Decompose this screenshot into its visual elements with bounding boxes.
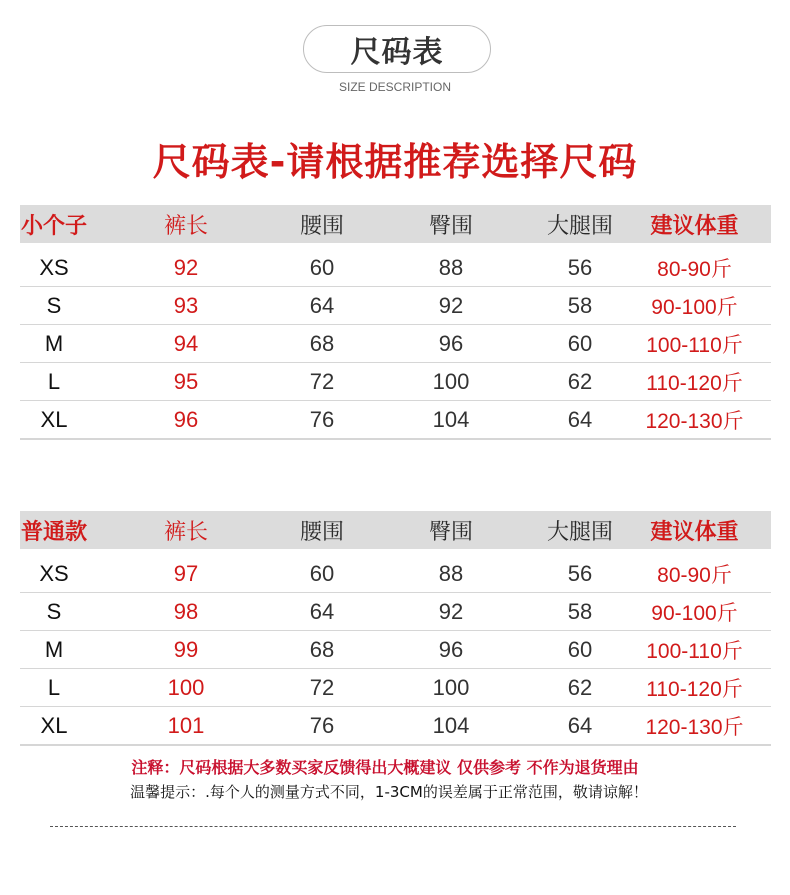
weight-cell: 110-120斤 [646, 371, 743, 395]
size-cell: S [46, 598, 62, 624]
headline: 尺码表-请根据推荐选择尺码 [152, 140, 638, 184]
table-row [20, 363, 771, 401]
size-cell: XL [40, 712, 68, 738]
thigh-cell: 60 [567, 330, 593, 356]
waist-cell: 68 [309, 330, 335, 356]
length-cell: 93 [173, 292, 199, 318]
header-cell-weight: 建议体重 [650, 213, 739, 239]
header-cell-weight: 建议体重 [650, 519, 739, 545]
size-cell: XS [39, 254, 69, 280]
size-table-regular [20, 511, 771, 746]
header-cell-hip: 臀围 [428, 519, 473, 545]
header-cell-hip: 臀围 [428, 213, 473, 239]
hip-cell: 88 [438, 560, 464, 586]
table-row [20, 249, 771, 287]
weight-cell: 100-110斤 [646, 333, 743, 357]
table-row [20, 401, 771, 440]
size-cell: XS [39, 560, 69, 586]
header-cell-waist: 腰围 [299, 519, 344, 545]
weight-cell: 110-120斤 [646, 677, 743, 701]
hip-cell: 100 [432, 674, 470, 700]
thigh-cell: 62 [567, 368, 593, 394]
header-cell-category: 小个子 [20, 213, 87, 239]
waist-cell: 76 [309, 406, 335, 432]
weight-cell: 80-90斤 [657, 563, 732, 587]
thigh-cell: 64 [567, 712, 593, 738]
waist-cell: 72 [309, 674, 335, 700]
hip-cell: 104 [432, 712, 470, 738]
dashed-divider [50, 826, 736, 827]
table-header-row [20, 511, 771, 555]
waist-cell: 64 [309, 292, 335, 318]
waist-cell: 68 [309, 636, 335, 662]
length-cell: 92 [173, 254, 199, 280]
thigh-cell: 60 [567, 636, 593, 662]
table-row [20, 325, 771, 363]
header-cell-length: 裤长 [163, 519, 208, 545]
disclaimer-note: 注释：尺码根据大多数买家反馈得出大概建议 仅供参考 不作为退货理由 [131, 758, 639, 777]
hip-cell: 100 [432, 368, 470, 394]
length-cell: 94 [173, 330, 199, 356]
thigh-cell: 58 [567, 292, 593, 318]
waist-cell: 76 [309, 712, 335, 738]
pill-title: 尺码表 [350, 35, 444, 70]
hip-cell: 92 [438, 292, 464, 318]
weight-cell: 120-130斤 [645, 715, 744, 739]
header-cell-thigh: 大腿围 [546, 213, 613, 239]
table-row [20, 593, 771, 631]
size-table-petite [20, 205, 771, 440]
table-row [20, 287, 771, 325]
size-cell: S [46, 292, 62, 318]
table-row [20, 707, 771, 746]
measurement-tip: 温馨提示：.每个人的测量方式不同，1-3CM的误差属于正常范围，敬请谅解！ [130, 783, 648, 801]
hip-cell: 92 [438, 598, 464, 624]
length-cell: 99 [173, 636, 199, 662]
hip-cell: 104 [432, 406, 470, 432]
hip-cell: 96 [438, 636, 464, 662]
header-cell-thigh: 大腿围 [546, 519, 613, 545]
hip-cell: 96 [438, 330, 464, 356]
table-header-row [20, 205, 771, 249]
waist-cell: 72 [309, 368, 335, 394]
length-cell: 101 [167, 712, 205, 738]
weight-cell: 100-110斤 [646, 639, 743, 663]
thigh-cell: 64 [567, 406, 593, 432]
weight-cell: 90-100斤 [651, 295, 738, 319]
header-cell-waist: 腰围 [299, 213, 344, 239]
length-cell: 95 [173, 368, 199, 394]
table-row [20, 669, 771, 707]
length-cell: 97 [173, 560, 199, 586]
thigh-cell: 56 [567, 254, 593, 280]
header-cell-length: 裤长 [163, 213, 208, 239]
length-cell: 100 [167, 674, 205, 700]
waist-cell: 60 [309, 254, 335, 280]
hip-cell: 88 [438, 254, 464, 280]
waist-cell: 60 [309, 560, 335, 586]
size-cell: L [47, 368, 61, 394]
weight-cell: 80-90斤 [657, 257, 732, 281]
header-cell-category: 普通款 [20, 519, 87, 545]
thigh-cell: 62 [567, 674, 593, 700]
weight-cell: 90-100斤 [651, 601, 738, 625]
size-cell: XL [40, 406, 68, 432]
size-chart-title-pill [303, 25, 491, 73]
waist-cell: 64 [309, 598, 335, 624]
size-cell: M [44, 636, 64, 662]
thigh-cell: 56 [567, 560, 593, 586]
length-cell: 96 [173, 406, 199, 432]
length-cell: 98 [173, 598, 199, 624]
size-cell: M [44, 330, 64, 356]
thigh-cell: 58 [567, 598, 593, 624]
weight-cell: 120-130斤 [645, 409, 744, 433]
size-cell: L [47, 674, 61, 700]
table-row [20, 631, 771, 669]
subtitle: SIZE DESCRIPTION [338, 80, 451, 94]
table-row [20, 555, 771, 593]
